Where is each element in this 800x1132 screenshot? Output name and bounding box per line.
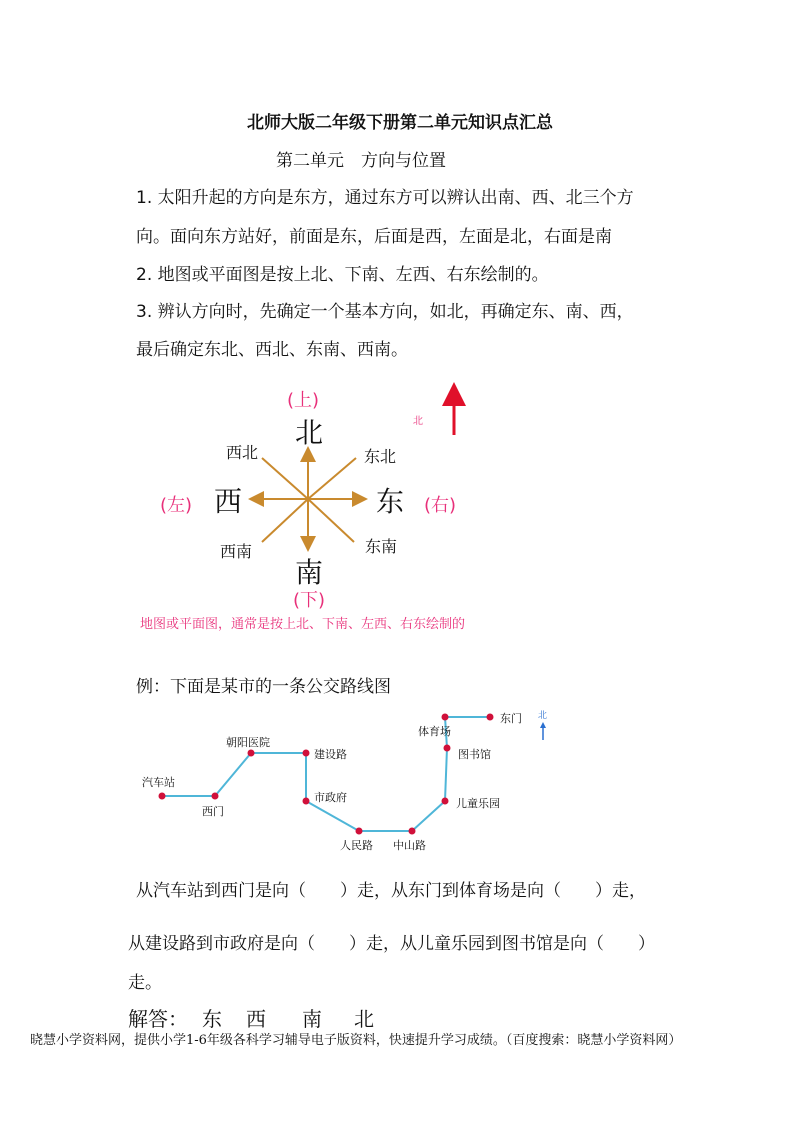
stop-bus-station [159, 793, 166, 800]
unit-subtitle: 第二单元 方向与位置 [276, 151, 446, 171]
northwest-label: 西北 [225, 443, 259, 462]
compass-diagram [0, 370, 800, 640]
label-bus-station: 汽车站 [142, 776, 175, 789]
label-library: 图书馆 [458, 748, 491, 761]
stop-renmin-road [356, 828, 363, 835]
label-stadium: 体育场 [418, 725, 451, 738]
label-zhongshan-road: 中山路 [393, 839, 426, 852]
north-marker-label: 北 [413, 416, 423, 427]
left-label: (左) [159, 495, 193, 516]
question-line-3: 走。 [128, 973, 162, 993]
southeast-line [308, 499, 354, 542]
label-jianshe-road: 建设路 [314, 748, 347, 761]
label-chaoyang-hospital: 朝阳医院 [226, 736, 270, 749]
label-renmin-road: 人民路 [340, 839, 373, 852]
southwest-line [262, 499, 308, 542]
answer-4: 北 [354, 1007, 374, 1031]
south-label: 南 [294, 556, 324, 589]
northeast-label: 东北 [363, 447, 397, 466]
route-north-marker: 北 [538, 711, 548, 721]
answer-label: 解答： [128, 1007, 188, 1031]
question-line-2: 从建设路到市政府是向（ ）走，从儿童乐园到图书馆是向（ ） [128, 934, 655, 954]
east-label: 东 [375, 485, 405, 518]
point-3-line-2: 最后确定东北、西北、东南、西南。 [136, 340, 408, 360]
label-city-hall: 市政府 [314, 791, 347, 804]
compass-caption: 地图或平面图，通常是按上北、下南、左西、右东绘制的 [140, 617, 466, 632]
northeast-line [308, 458, 356, 499]
right-label: (右) [423, 495, 457, 516]
route-north-arrowhead [540, 722, 546, 728]
answer-2: 西 [246, 1007, 266, 1031]
point-3-line-1: 3. 辨认方向时，先确定一个基本方向，如北，再确定东、南、西， [136, 302, 634, 322]
point-1-line-1: 1. 太阳升起的方向是东方，通过东方可以辨认出南、西、北三个方 [136, 188, 634, 208]
southeast-label: 东南 [364, 537, 398, 556]
southwest-label: 西南 [219, 542, 253, 561]
example-intro: 例：下面是某市的一条公交路线图 [136, 677, 391, 697]
stop-west-gate [212, 793, 219, 800]
stop-jianshe-road [303, 750, 310, 757]
stop-childrens-park [442, 798, 449, 805]
stop-city-hall [303, 798, 310, 805]
answer-line [128, 1003, 374, 1032]
document-title: 北师大版二年级下册第二单元知识点汇总 [247, 113, 553, 133]
label-west-gate: 西门 [202, 805, 224, 818]
label-east-gate: 东门 [500, 712, 522, 725]
bus-route-map [0, 700, 800, 860]
stop-east-gate [487, 714, 494, 721]
stop-chaoyang-hospital [248, 750, 255, 757]
north-label: 北 [294, 416, 324, 449]
up-label: (上) [286, 390, 320, 411]
west-label: 西 [213, 485, 243, 518]
stop-stadium [442, 714, 449, 721]
point-1-line-2: 向。面向东方站好，前面是东，后面是西，左面是北，右面是南 [136, 227, 612, 247]
point-2: 2. 地图或平面图是按上北、下南、左西、右东绘制的。 [136, 265, 549, 285]
question-line-1: 从汽车站到西门是向（ ）走，从东门到体育场是向（ ）走， [136, 881, 646, 901]
label-childrens-park: 儿童乐园 [456, 797, 500, 810]
footer-text: 晓慧小学资料网，提供小学1-6年级各科学习辅导电子版资料，快速提升学习成绩。（百度搜索：晓慧小学资料网） [30, 1033, 682, 1048]
northwest-line [262, 458, 308, 499]
stop-library [444, 745, 451, 752]
answer-1: 东 [202, 1007, 222, 1031]
answer-3: 南 [302, 1007, 322, 1031]
down-label: (下) [292, 590, 326, 611]
stop-zhongshan-road [409, 828, 416, 835]
